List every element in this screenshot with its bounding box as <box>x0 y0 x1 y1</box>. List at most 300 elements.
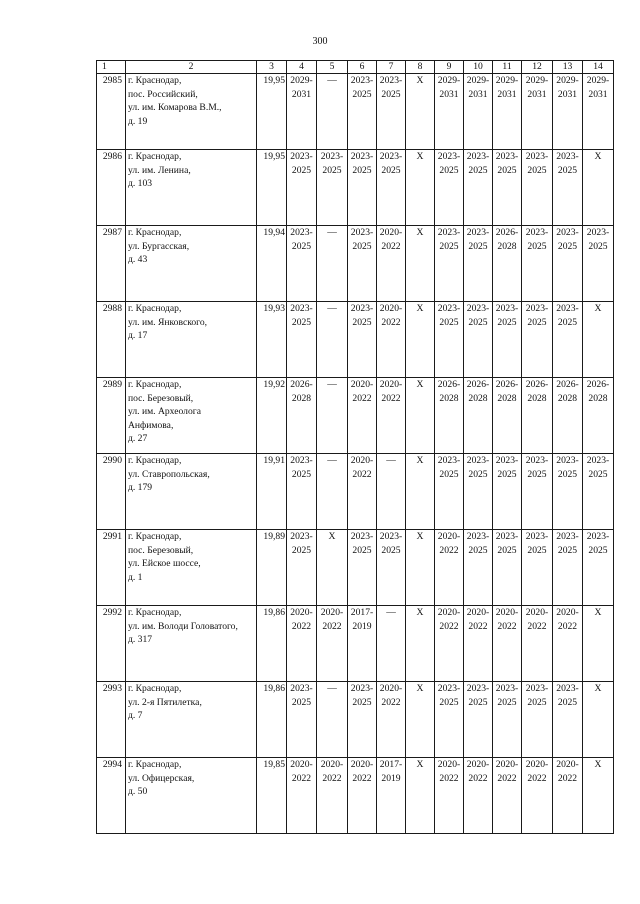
period-line: 2023- <box>290 303 313 314</box>
period-line: 2020- <box>379 379 403 390</box>
table-row <box>97 302 614 378</box>
address-line: г. Краснодар, <box>128 607 182 618</box>
period-cell <box>287 454 317 530</box>
column-number: 1 <box>97 61 126 74</box>
period-cell <box>493 302 522 378</box>
period-cell <box>377 682 406 758</box>
period-line: 2025 <box>381 164 401 176</box>
period-line: 2025 <box>557 316 578 328</box>
period-cell <box>406 682 435 758</box>
period-cell <box>435 302 464 378</box>
value-cell: 19,86 <box>257 682 287 758</box>
period-cell <box>553 758 583 834</box>
period-line: Х <box>416 455 424 466</box>
period-line: 2022 <box>497 772 517 784</box>
period-cell <box>464 530 493 606</box>
period-cell <box>522 758 553 834</box>
address-line: ул. им. Янковского, <box>128 316 208 328</box>
period-cell <box>493 758 522 834</box>
row-id-cell: 2991 <box>97 530 126 606</box>
period-line: 2025 <box>527 544 547 556</box>
period-line: 2025 <box>527 240 547 252</box>
period-cell <box>317 378 348 454</box>
period-line: 2025 <box>557 240 578 252</box>
period-line: 2028 <box>557 392 578 404</box>
period-line: — <box>327 379 337 390</box>
period-line: 2019 <box>381 772 401 784</box>
period-cell <box>493 378 522 454</box>
value-cell: 19,94 <box>257 226 287 302</box>
period-line: 2025 <box>557 544 578 556</box>
period-line: 2023- <box>556 531 579 542</box>
period-line: 2028 <box>527 392 547 404</box>
period-cell <box>317 606 348 682</box>
table-row <box>97 530 614 606</box>
period-line: 2022 <box>381 392 401 404</box>
period-line: Х <box>416 303 424 314</box>
period-cell <box>377 226 406 302</box>
period-cell <box>583 150 614 226</box>
period-cell <box>406 150 435 226</box>
address-line: ул. им. Ленина, <box>128 164 191 176</box>
period-line: 2029- <box>290 75 313 86</box>
value-cell: 19,86 <box>257 606 287 682</box>
period-line: 2022 <box>557 772 578 784</box>
period-line: Х <box>594 759 602 770</box>
address-line: пос. Березовый, <box>128 544 194 556</box>
period-cell <box>348 150 377 226</box>
period-cell <box>464 302 493 378</box>
period-cell <box>522 606 553 682</box>
period-cell <box>493 454 522 530</box>
period-cell <box>317 454 348 530</box>
period-line: Х <box>328 531 336 542</box>
period-line: 2023- <box>525 683 549 694</box>
period-line: Х <box>416 151 424 162</box>
period-line: 2026- <box>495 379 519 390</box>
period-line: 2031 <box>588 88 608 100</box>
row-id-cell: 2988 <box>97 302 126 378</box>
period-cell <box>583 74 614 150</box>
period-line: 2023- <box>525 227 549 238</box>
period-line: 2020- <box>320 607 344 618</box>
period-line: 2022 <box>352 772 372 784</box>
period-cell <box>522 682 553 758</box>
period-line: Х <box>594 151 602 162</box>
address-line: д. 317 <box>128 634 153 645</box>
period-cell <box>522 150 553 226</box>
period-line: 2020- <box>350 455 374 466</box>
period-line: 2023- <box>379 75 403 86</box>
period-cell <box>553 682 583 758</box>
period-line: 2023- <box>586 531 610 542</box>
address-line: г. Краснодар, <box>128 683 182 694</box>
period-cell <box>377 758 406 834</box>
period-cell <box>435 150 464 226</box>
period-cell <box>317 150 348 226</box>
period-cell <box>287 682 317 758</box>
period-line: 2025 <box>527 468 547 480</box>
period-line: 2020- <box>525 607 549 618</box>
period-line: 2022 <box>557 620 578 632</box>
period-line: 2019 <box>352 620 372 632</box>
period-line: 2020- <box>350 379 374 390</box>
period-line: 2022 <box>527 772 547 784</box>
period-cell <box>348 454 377 530</box>
period-line: 2023- <box>556 683 579 694</box>
period-line: — <box>327 303 337 314</box>
period-line: 2022 <box>352 468 372 480</box>
period-cell <box>287 530 317 606</box>
housing-register-table <box>96 60 614 834</box>
period-line: 2031 <box>291 88 312 100</box>
period-line: 2017- <box>350 607 374 618</box>
column-number: 10 <box>464 61 493 74</box>
period-cell <box>553 454 583 530</box>
period-line: 2025 <box>497 468 517 480</box>
period-cell <box>406 226 435 302</box>
column-number: 5 <box>317 61 348 74</box>
period-line: 2020- <box>466 607 490 618</box>
period-cell <box>406 378 435 454</box>
period-line: 2025 <box>468 164 488 176</box>
page-number: 300 <box>312 36 328 47</box>
address-line: пос. Березовый, <box>128 392 194 404</box>
period-cell <box>464 682 493 758</box>
address-line: пос. Российский, <box>128 88 198 100</box>
period-line: 2028 <box>291 392 312 404</box>
period-cell <box>406 530 435 606</box>
period-line: 2029- <box>437 75 461 86</box>
period-cell <box>464 378 493 454</box>
period-cell <box>287 150 317 226</box>
address-cell <box>126 226 257 302</box>
value-cell: 19,95 <box>257 74 287 150</box>
row-id-cell: 2985 <box>97 74 126 150</box>
period-cell <box>522 226 553 302</box>
address-cell <box>126 530 257 606</box>
period-line: 2026- <box>556 379 579 390</box>
period-line: — <box>327 683 337 694</box>
address-line: ул. им. Археолога <box>128 406 201 417</box>
period-line: 2022 <box>439 772 459 784</box>
address-line: д. 19 <box>128 115 148 127</box>
address-line: ул. Ставропольская, <box>128 468 210 480</box>
row-id-cell: 2989 <box>97 378 126 454</box>
period-line: 2023- <box>466 531 490 542</box>
period-cell <box>553 530 583 606</box>
period-cell <box>583 302 614 378</box>
period-line: 2025 <box>468 468 488 480</box>
table-row <box>97 150 614 226</box>
table-row <box>97 758 614 834</box>
period-cell <box>522 302 553 378</box>
address-line: д. 7 <box>128 710 143 721</box>
period-line: 2031 <box>527 88 547 100</box>
period-cell <box>348 606 377 682</box>
period-line: 2023- <box>495 303 519 314</box>
address-cell <box>126 606 257 682</box>
period-line: 2025 <box>291 468 312 480</box>
period-line: 2023- <box>525 151 549 162</box>
period-cell <box>435 530 464 606</box>
period-line: 2022 <box>527 620 547 632</box>
period-cell <box>464 758 493 834</box>
period-cell <box>377 606 406 682</box>
period-cell <box>348 74 377 150</box>
period-cell <box>522 378 553 454</box>
period-line: 2025 <box>439 316 459 328</box>
period-line: 2025 <box>291 544 312 556</box>
period-cell <box>435 226 464 302</box>
period-cell <box>435 758 464 834</box>
period-cell <box>377 74 406 150</box>
period-line: 2025 <box>352 164 372 176</box>
period-cell <box>553 74 583 150</box>
period-cell <box>348 302 377 378</box>
address-line: д. 50 <box>128 786 148 797</box>
period-cell <box>406 454 435 530</box>
period-line: 2023- <box>350 303 374 314</box>
address-line: д. 103 <box>128 178 153 189</box>
period-line: 2025 <box>439 164 459 176</box>
value-cell: 19,89 <box>257 530 287 606</box>
address-line: ул. им. Комарова В.М., <box>128 102 222 113</box>
period-line: Х <box>594 303 602 314</box>
column-number: 9 <box>435 61 464 74</box>
period-line: 2025 <box>439 240 459 252</box>
period-line: 2023- <box>437 303 461 314</box>
period-line: 2025 <box>468 316 488 328</box>
period-line: 2023- <box>466 303 490 314</box>
period-line: 2025 <box>557 696 578 708</box>
period-line: 2023- <box>556 151 579 162</box>
period-cell <box>377 302 406 378</box>
period-cell <box>287 74 317 150</box>
period-line: 2022 <box>468 772 488 784</box>
period-line: 2026- <box>495 227 519 238</box>
period-line: 2025 <box>588 468 608 480</box>
value-cell: 19,91 <box>257 454 287 530</box>
column-number: 13 <box>553 61 583 74</box>
column-number-row <box>97 61 614 74</box>
period-cell <box>348 682 377 758</box>
period-cell <box>435 682 464 758</box>
table-row <box>97 378 614 454</box>
period-cell <box>493 150 522 226</box>
period-line: Х <box>416 75 424 86</box>
table-row <box>97 682 614 758</box>
period-line: 2025 <box>497 316 517 328</box>
period-line: 2022 <box>439 544 459 556</box>
period-cell <box>435 74 464 150</box>
period-line: 2020- <box>290 759 313 770</box>
period-cell <box>406 74 435 150</box>
period-cell <box>583 606 614 682</box>
period-cell <box>348 226 377 302</box>
period-line: 2025 <box>527 696 547 708</box>
address-cell <box>126 378 257 454</box>
period-line: 2026- <box>586 379 610 390</box>
period-line: — <box>327 455 337 466</box>
table-row <box>97 74 614 150</box>
period-cell <box>493 606 522 682</box>
period-cell <box>522 454 553 530</box>
period-line: 2023- <box>466 151 490 162</box>
address-line: г. Краснодар, <box>128 379 182 390</box>
table-row <box>97 606 614 682</box>
period-line: 2023- <box>290 683 313 694</box>
period-cell <box>464 150 493 226</box>
period-line: 2023- <box>556 227 579 238</box>
period-line: 2020- <box>556 759 579 770</box>
period-line: 2023- <box>556 455 579 466</box>
period-line: 2025 <box>352 696 372 708</box>
period-cell <box>493 530 522 606</box>
period-line: 2028 <box>497 240 517 252</box>
period-cell <box>377 530 406 606</box>
period-line: 2023- <box>495 531 519 542</box>
period-line: 2023- <box>437 227 461 238</box>
period-line: 2025 <box>439 696 459 708</box>
address-line: г. Краснодар, <box>128 227 182 238</box>
address-line: г. Краснодар, <box>128 303 182 314</box>
period-cell <box>493 74 522 150</box>
period-line: 2022 <box>291 772 312 784</box>
column-number: 14 <box>583 61 614 74</box>
period-cell <box>553 378 583 454</box>
period-line: 2028 <box>439 392 459 404</box>
address-line: г. Краснодар, <box>128 151 182 162</box>
period-cell <box>435 454 464 530</box>
period-line: 2025 <box>497 696 517 708</box>
period-cell <box>464 226 493 302</box>
period-line: 2025 <box>291 696 312 708</box>
column-number: 6 <box>348 61 377 74</box>
period-line: 2023- <box>350 227 374 238</box>
period-line: 2025 <box>291 316 312 328</box>
period-line: Х <box>416 607 424 618</box>
period-line: 2025 <box>588 544 608 556</box>
period-line: 2020- <box>495 759 519 770</box>
period-line: — <box>386 455 396 466</box>
period-line: 2029- <box>525 75 549 86</box>
row-id-cell: 2993 <box>97 682 126 758</box>
period-line: 2023- <box>495 683 519 694</box>
period-cell <box>377 454 406 530</box>
period-line: — <box>327 75 337 86</box>
address-cell <box>126 682 257 758</box>
address-cell <box>126 302 257 378</box>
period-line: 2031 <box>439 88 459 100</box>
period-line: 2029- <box>495 75 519 86</box>
period-line: 2025 <box>352 240 372 252</box>
period-line: 2028 <box>588 392 608 404</box>
period-line: 2023- <box>466 455 490 466</box>
period-cell <box>493 682 522 758</box>
period-line: 2025 <box>381 544 401 556</box>
period-cell <box>348 378 377 454</box>
period-line: 2025 <box>557 468 578 480</box>
period-line: 2023- <box>525 303 549 314</box>
period-cell <box>583 226 614 302</box>
period-line: 2022 <box>381 240 401 252</box>
period-line: 2022 <box>352 392 372 404</box>
period-cell <box>435 378 464 454</box>
period-line: 2022 <box>497 620 517 632</box>
address-cell <box>126 74 257 150</box>
period-line: Х <box>594 607 602 618</box>
address-cell <box>126 758 257 834</box>
period-line: Х <box>594 683 602 694</box>
period-line: 2023- <box>379 151 403 162</box>
column-number: 7 <box>377 61 406 74</box>
column-number: 2 <box>126 61 257 74</box>
period-cell <box>493 226 522 302</box>
address-line: ул. Ейское шоссе, <box>128 558 201 569</box>
period-line: 2020- <box>379 303 403 314</box>
period-line: 2029- <box>586 75 610 86</box>
period-line: 2023- <box>350 151 374 162</box>
period-line: 2020- <box>290 607 313 618</box>
period-cell <box>317 530 348 606</box>
period-line: 2023- <box>586 227 610 238</box>
row-id-cell: 2994 <box>97 758 126 834</box>
period-line: 2020- <box>466 759 490 770</box>
period-line: 2023- <box>290 227 313 238</box>
period-cell <box>287 302 317 378</box>
period-line: 2023- <box>350 683 374 694</box>
address-line: г. Краснодар, <box>128 759 182 770</box>
period-line: 2023- <box>290 455 313 466</box>
period-line: 2023- <box>556 303 579 314</box>
period-line: — <box>327 227 337 238</box>
value-cell: 19,85 <box>257 758 287 834</box>
table-row <box>97 226 614 302</box>
period-line: 2025 <box>468 696 488 708</box>
address-cell <box>126 150 257 226</box>
period-cell <box>583 682 614 758</box>
period-cell <box>377 378 406 454</box>
period-line: 2031 <box>468 88 488 100</box>
period-cell <box>522 530 553 606</box>
address-line: ул. 2-я Пятилетка, <box>128 696 202 708</box>
period-line: Х <box>416 759 424 770</box>
period-line: 2023- <box>437 151 461 162</box>
period-line: 2025 <box>381 88 401 100</box>
period-line: 2025 <box>497 164 517 176</box>
period-cell <box>317 302 348 378</box>
period-line: 2023- <box>525 455 549 466</box>
period-line: 2022 <box>381 696 401 708</box>
period-cell <box>553 302 583 378</box>
period-cell <box>553 606 583 682</box>
period-line: 2025 <box>439 468 459 480</box>
column-number: 3 <box>257 61 287 74</box>
period-line: 2023- <box>466 683 490 694</box>
period-cell <box>583 378 614 454</box>
period-cell <box>522 74 553 150</box>
period-line: 2029- <box>466 75 490 86</box>
period-line: 2023- <box>290 531 313 542</box>
period-line: 2020- <box>525 759 549 770</box>
period-line: 2025 <box>322 164 342 176</box>
address-line: г. Краснодар, <box>128 531 182 542</box>
period-line: 2026- <box>466 379 490 390</box>
period-line: 2023- <box>586 455 610 466</box>
period-line: 2022 <box>291 620 312 632</box>
period-line: 2025 <box>468 544 488 556</box>
